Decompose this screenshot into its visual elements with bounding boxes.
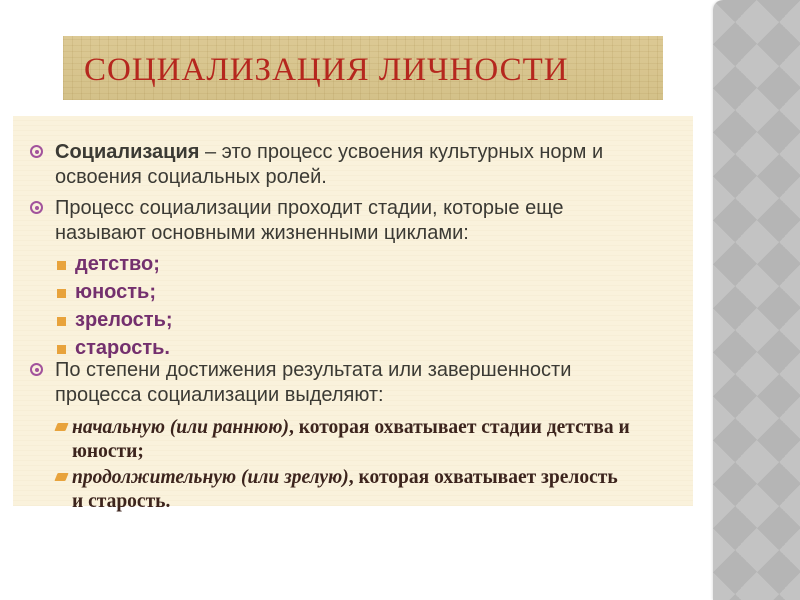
title-bar — [63, 36, 663, 100]
phase-item — [56, 466, 675, 514]
ring-bullet-icon — [30, 196, 55, 214]
slanted-square-bullet-icon — [56, 416, 72, 431]
stage-item — [57, 250, 675, 278]
definition-text — [55, 140, 640, 190]
square-bullet-icon — [57, 259, 75, 270]
process-text: Процесс социализации проходит стадии, которые еще называют основными жизненными циклами: — [55, 197, 564, 244]
square-bullet-icon — [57, 315, 75, 326]
square-bullet-icon — [57, 343, 75, 354]
square-bullet-icon — [57, 287, 75, 298]
phase-rest: , которая охватывает стадии детства и юности; — [72, 417, 630, 462]
phase-item — [56, 416, 675, 464]
definition-item — [30, 140, 675, 190]
stage-list — [30, 250, 675, 362]
process-item — [30, 196, 675, 246]
degree-text: По степени достижения результата или завершенности процесса социализации выделяют: — [55, 359, 572, 406]
stage-text: юность; — [75, 281, 156, 303]
definition-lead: Социализация — [55, 141, 200, 163]
phase-lead: начальную (или раннюю) — [72, 417, 289, 438]
definition-rest: – это процесс усвоения культурных норм и освоения социальных ролей. — [55, 141, 604, 188]
phase-list — [30, 416, 675, 514]
stage-text: старость. — [75, 337, 170, 359]
content-panel — [13, 116, 693, 512]
stage-text: детство; — [75, 253, 160, 275]
ring-bullet-icon — [30, 358, 55, 376]
stage-item — [57, 278, 675, 306]
stage-text: зрелость; — [75, 309, 173, 331]
slide-title: СОЦИАЛИЗАЦИЯ ЛИЧНОСТИ — [84, 51, 569, 88]
diamond-pattern-sidebar — [713, 0, 800, 600]
stage-item — [57, 306, 675, 334]
phase-text — [72, 466, 632, 514]
degree-item — [30, 358, 675, 408]
phase-rest: , которая охватывает зрелость и старость. — [72, 467, 618, 512]
ring-bullet-icon — [30, 140, 55, 158]
phase-lead: продолжительную (или зрелую) — [72, 467, 349, 488]
slanted-square-bullet-icon — [56, 466, 72, 481]
phase-text — [72, 416, 632, 464]
